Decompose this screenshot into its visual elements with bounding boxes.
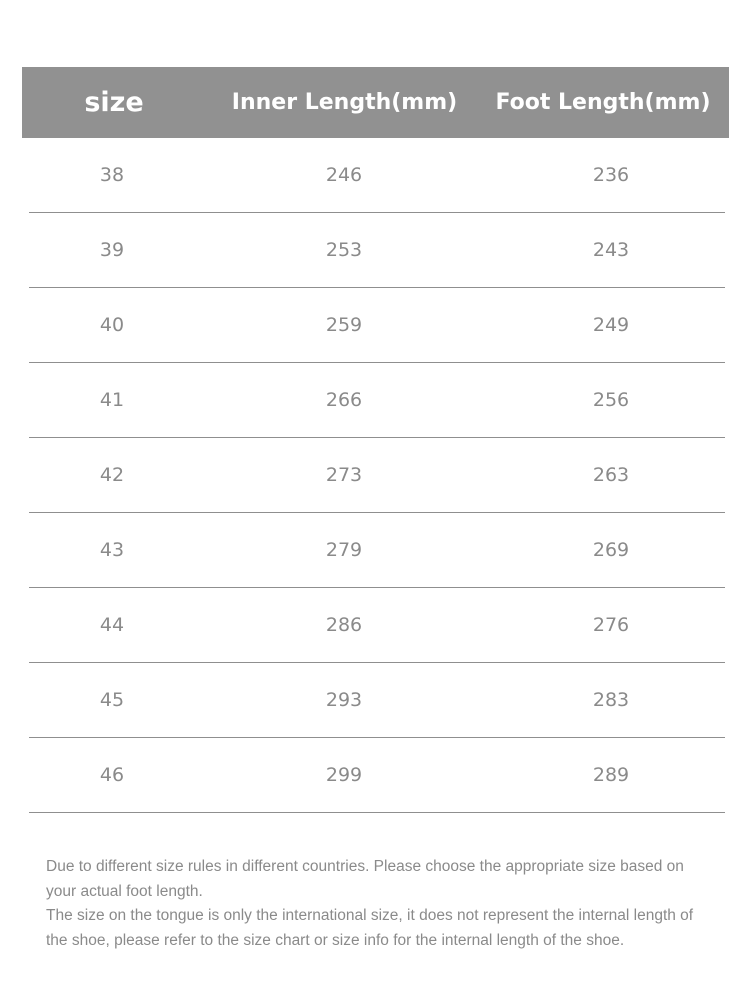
- size-chart-table: [22, 67, 729, 786]
- size-cell: 41: [99, 389, 125, 411]
- table-header: [22, 67, 729, 138]
- table-row: [29, 513, 725, 588]
- foot-length-cell: 256: [592, 389, 630, 411]
- table-row: [29, 588, 725, 663]
- note-tongue-size: The size on the tongue is only the international size, it does not represent the internal length of the shoe, please refer to the size chart or size info for the internal length of the shoe.: [46, 907, 694, 949]
- size-notes: [46, 855, 711, 953]
- table-row: [29, 738, 725, 813]
- table-row: [29, 213, 725, 288]
- foot-length-cell: 289: [592, 764, 630, 786]
- inner-length-cell: 279: [325, 539, 363, 561]
- inner-length-cell: 259: [325, 314, 363, 336]
- size-cell: 44: [99, 614, 125, 636]
- inner-length-cell: 266: [325, 389, 363, 411]
- header-inner-length: Inner Length(mm): [231, 90, 458, 115]
- inner-length-cell: 293: [325, 689, 363, 711]
- size-cell: 40: [99, 314, 125, 336]
- inner-length-cell: 286: [325, 614, 363, 636]
- size-cell: 42: [99, 464, 125, 486]
- size-cell: 46: [99, 764, 125, 786]
- inner-length-cell: 273: [325, 464, 363, 486]
- table-row: [29, 363, 725, 438]
- foot-length-cell: 283: [592, 689, 630, 711]
- inner-length-cell: 253: [325, 239, 363, 261]
- foot-length-cell: 249: [592, 314, 630, 336]
- foot-length-cell: 269: [592, 539, 630, 561]
- table-row: [29, 138, 725, 213]
- inner-length-cell: 246: [325, 164, 363, 186]
- table-row: [29, 663, 725, 738]
- foot-length-cell: 276: [592, 614, 630, 636]
- foot-length-cell: 243: [592, 239, 630, 261]
- table-row: [29, 288, 725, 363]
- size-cell: 38: [99, 164, 125, 186]
- header-foot-length: Foot Length(mm): [495, 90, 711, 115]
- foot-length-cell: 236: [592, 164, 630, 186]
- size-cell: 39: [99, 239, 125, 261]
- size-cell: 43: [99, 539, 125, 561]
- table-row: [29, 438, 725, 513]
- inner-length-cell: 299: [325, 764, 363, 786]
- header-size: size: [84, 87, 144, 118]
- table-body: [29, 138, 725, 813]
- note-country-size-rules: Due to different size rules in different countries. Please choose the appropriate size based on your actual foot length.: [46, 858, 684, 900]
- size-cell: 45: [99, 689, 125, 711]
- foot-length-cell: 263: [592, 464, 630, 486]
